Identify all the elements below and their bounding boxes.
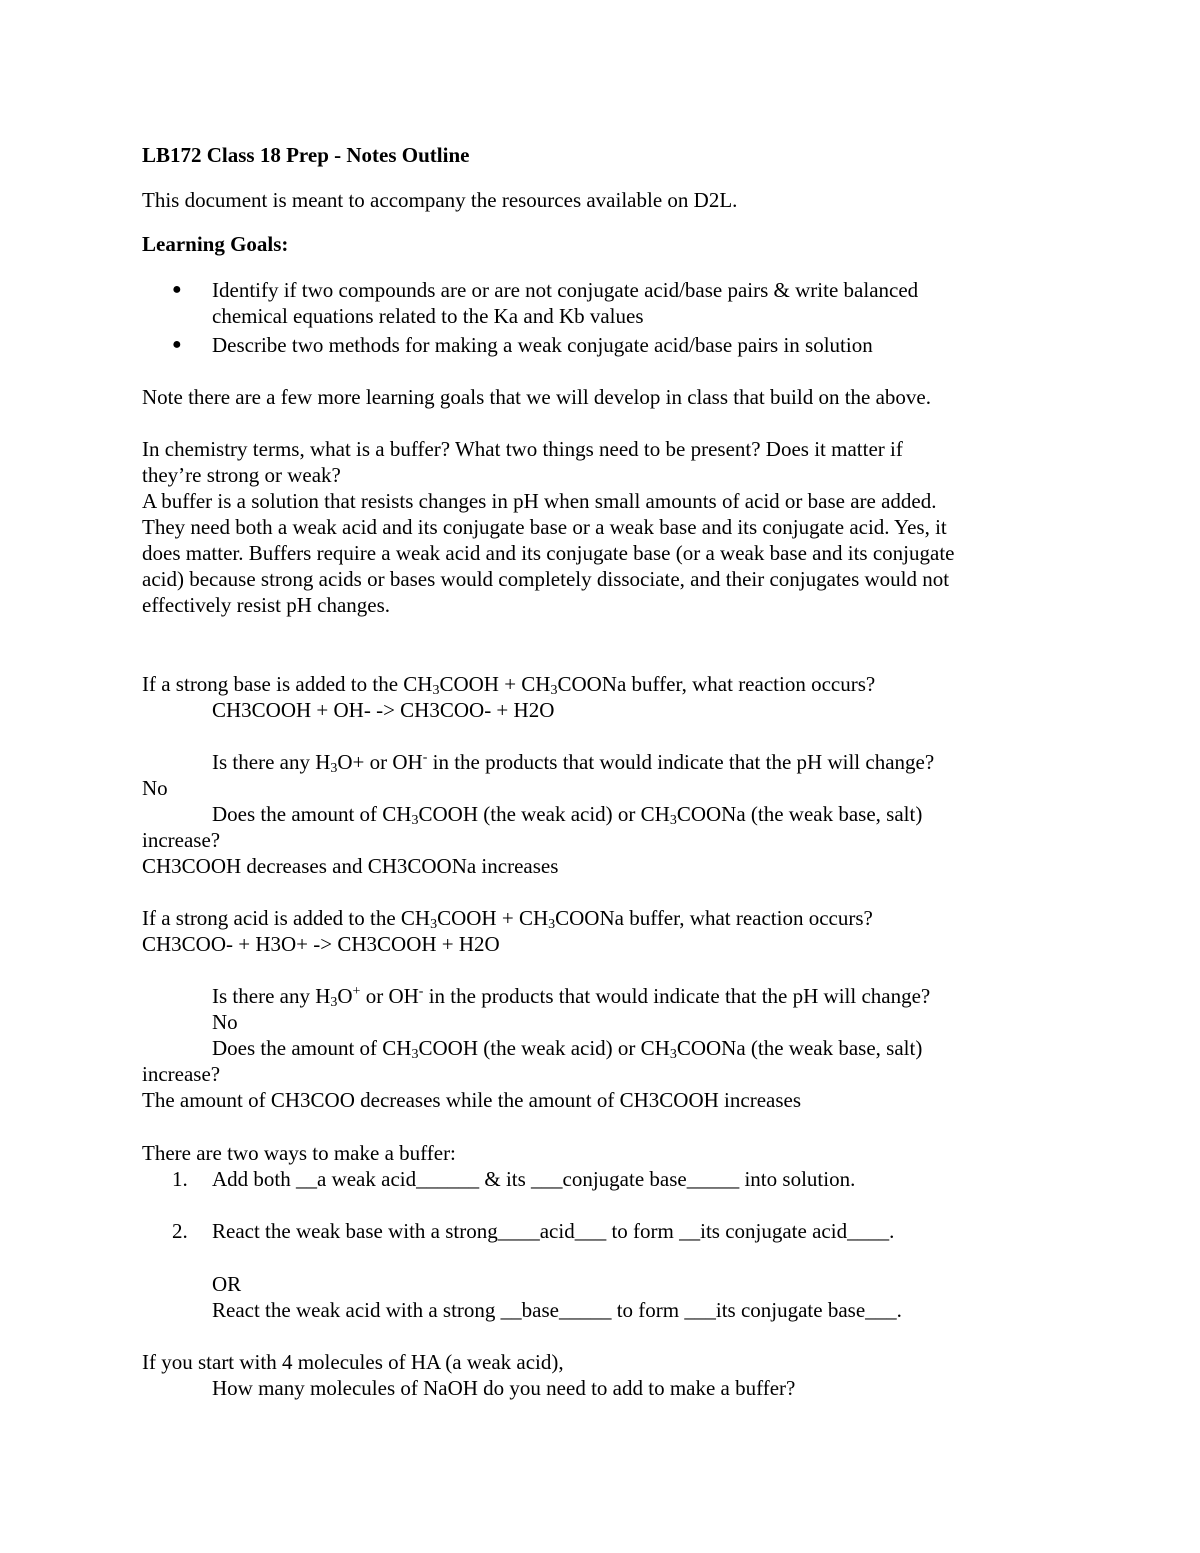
strong-acid-amount-question: Does the amount of $CH_3COOH$ (the weak acid) or $CH_3COONa$ (the weak base, salt) (212, 1036, 923, 1062)
two-ways-heading: There are two ways to make a buffer: (142, 1141, 456, 1165)
buffer-question-line-1: In chemistry terms, what is a buffer? What two things need to be present? Does it matter if (142, 437, 903, 461)
buffer-answer-line: A buffer is a solution that resists changes in pH when small amounts of acid or base are added. (142, 489, 937, 513)
intro-text: This document is meant to accompany the resources available on D2L. (142, 188, 738, 212)
document-title: LB172 Class 18 Prep - Notes Outline (142, 143, 470, 167)
goal-1-line-1: Identify if two compounds are or are not conjugate acid/base pairs & write balanced (212, 278, 919, 302)
list-number: 2. (172, 1219, 188, 1243)
strong-acid-amount-answer: The amount of CH3COO decreases while the amount of CH3COOH increases (142, 1088, 802, 1112)
strong-base-amount-question-cont: increase? (142, 828, 221, 852)
strong-acid-ph-answer: No (212, 1010, 238, 1034)
strong-base-amount-question: Does the amount of $CH_3COOH$ (the weak acid) or $CH_3COONa$ (the weak base, salt) (212, 802, 923, 828)
learning-goals-heading: Learning Goals: (142, 232, 289, 256)
strong-base-amount-answer: CH3COOH decreases and CH3COONa increases (142, 854, 559, 878)
list-number: 1. (172, 1167, 188, 1191)
two-ways-item-2-alt: React the weak acid with a strong __base_____ to form ___its conjugate base___. (212, 1298, 902, 1322)
note-text: Note there are a few more learning goals that we will develop in class that build on the above. (142, 385, 931, 409)
bullet-icon: ● (172, 336, 182, 353)
strong-base-question: If a strong base is added to the $CH_3COOH$ + $CH_3COONa$ buffer, what reaction occurs? (142, 672, 876, 698)
final-question-line-2: How many molecules of NaOH do you need to add to make a buffer? (212, 1376, 796, 1400)
strong-acid-question: If a strong acid is added to the $CH_3COOH$ + $CH_3COONa$ buffer, what reaction occurs? (142, 906, 873, 932)
buffer-question-line-2: they’re strong or weak? (142, 463, 341, 487)
buffer-answer-line: effectively resist pH changes. (142, 593, 391, 617)
strong-acid-reaction: CH3COO- + H3O+ -> CH3COOH + H2O (142, 932, 500, 956)
strong-base-reaction: CH3COOH + OH- -> CH3COO- + H2O (212, 698, 555, 722)
strong-acid-amount-question-cont: increase? (142, 1062, 221, 1086)
strong-base-ph-answer: No (142, 776, 168, 800)
goal-2-line-1: Describe two methods for making a weak conjugate acid/base pairs in solution (212, 333, 873, 357)
goal-1-line-2: chemical equations related to the Ka and Kb values (212, 304, 644, 328)
two-ways-item-2: React the weak base with a strong____acid___ to form __its conjugate acid____. (212, 1219, 895, 1243)
two-ways-item-1: Add both __a weak acid______ & its ___conjugate base_____ into solution. (212, 1167, 856, 1191)
strong-acid-ph-question: Is there any $H_3O^+$ or OH- in the products that would indicate that the pH will change? (212, 984, 931, 1010)
final-question-line-1: If you start with 4 molecules of HA (a weak acid), (142, 1350, 564, 1374)
two-ways-or: OR (212, 1272, 242, 1296)
strong-base-ph-question: Is there any $H_3O+$ or OH- in the products that would indicate that the pH will change? (212, 750, 935, 776)
buffer-answer-line: They need both a weak acid and its conjugate base or a weak base and its conjugate acid. Yes, it (142, 515, 947, 539)
bullet-icon: ● (172, 281, 182, 298)
buffer-answer-line: does matter. Buffers require a weak acid and its conjugate base (or a weak base and its conjugate (142, 541, 955, 565)
buffer-answer-line: acid) because strong acids or bases would completely dissociate, and their conjugates would not (142, 567, 950, 591)
